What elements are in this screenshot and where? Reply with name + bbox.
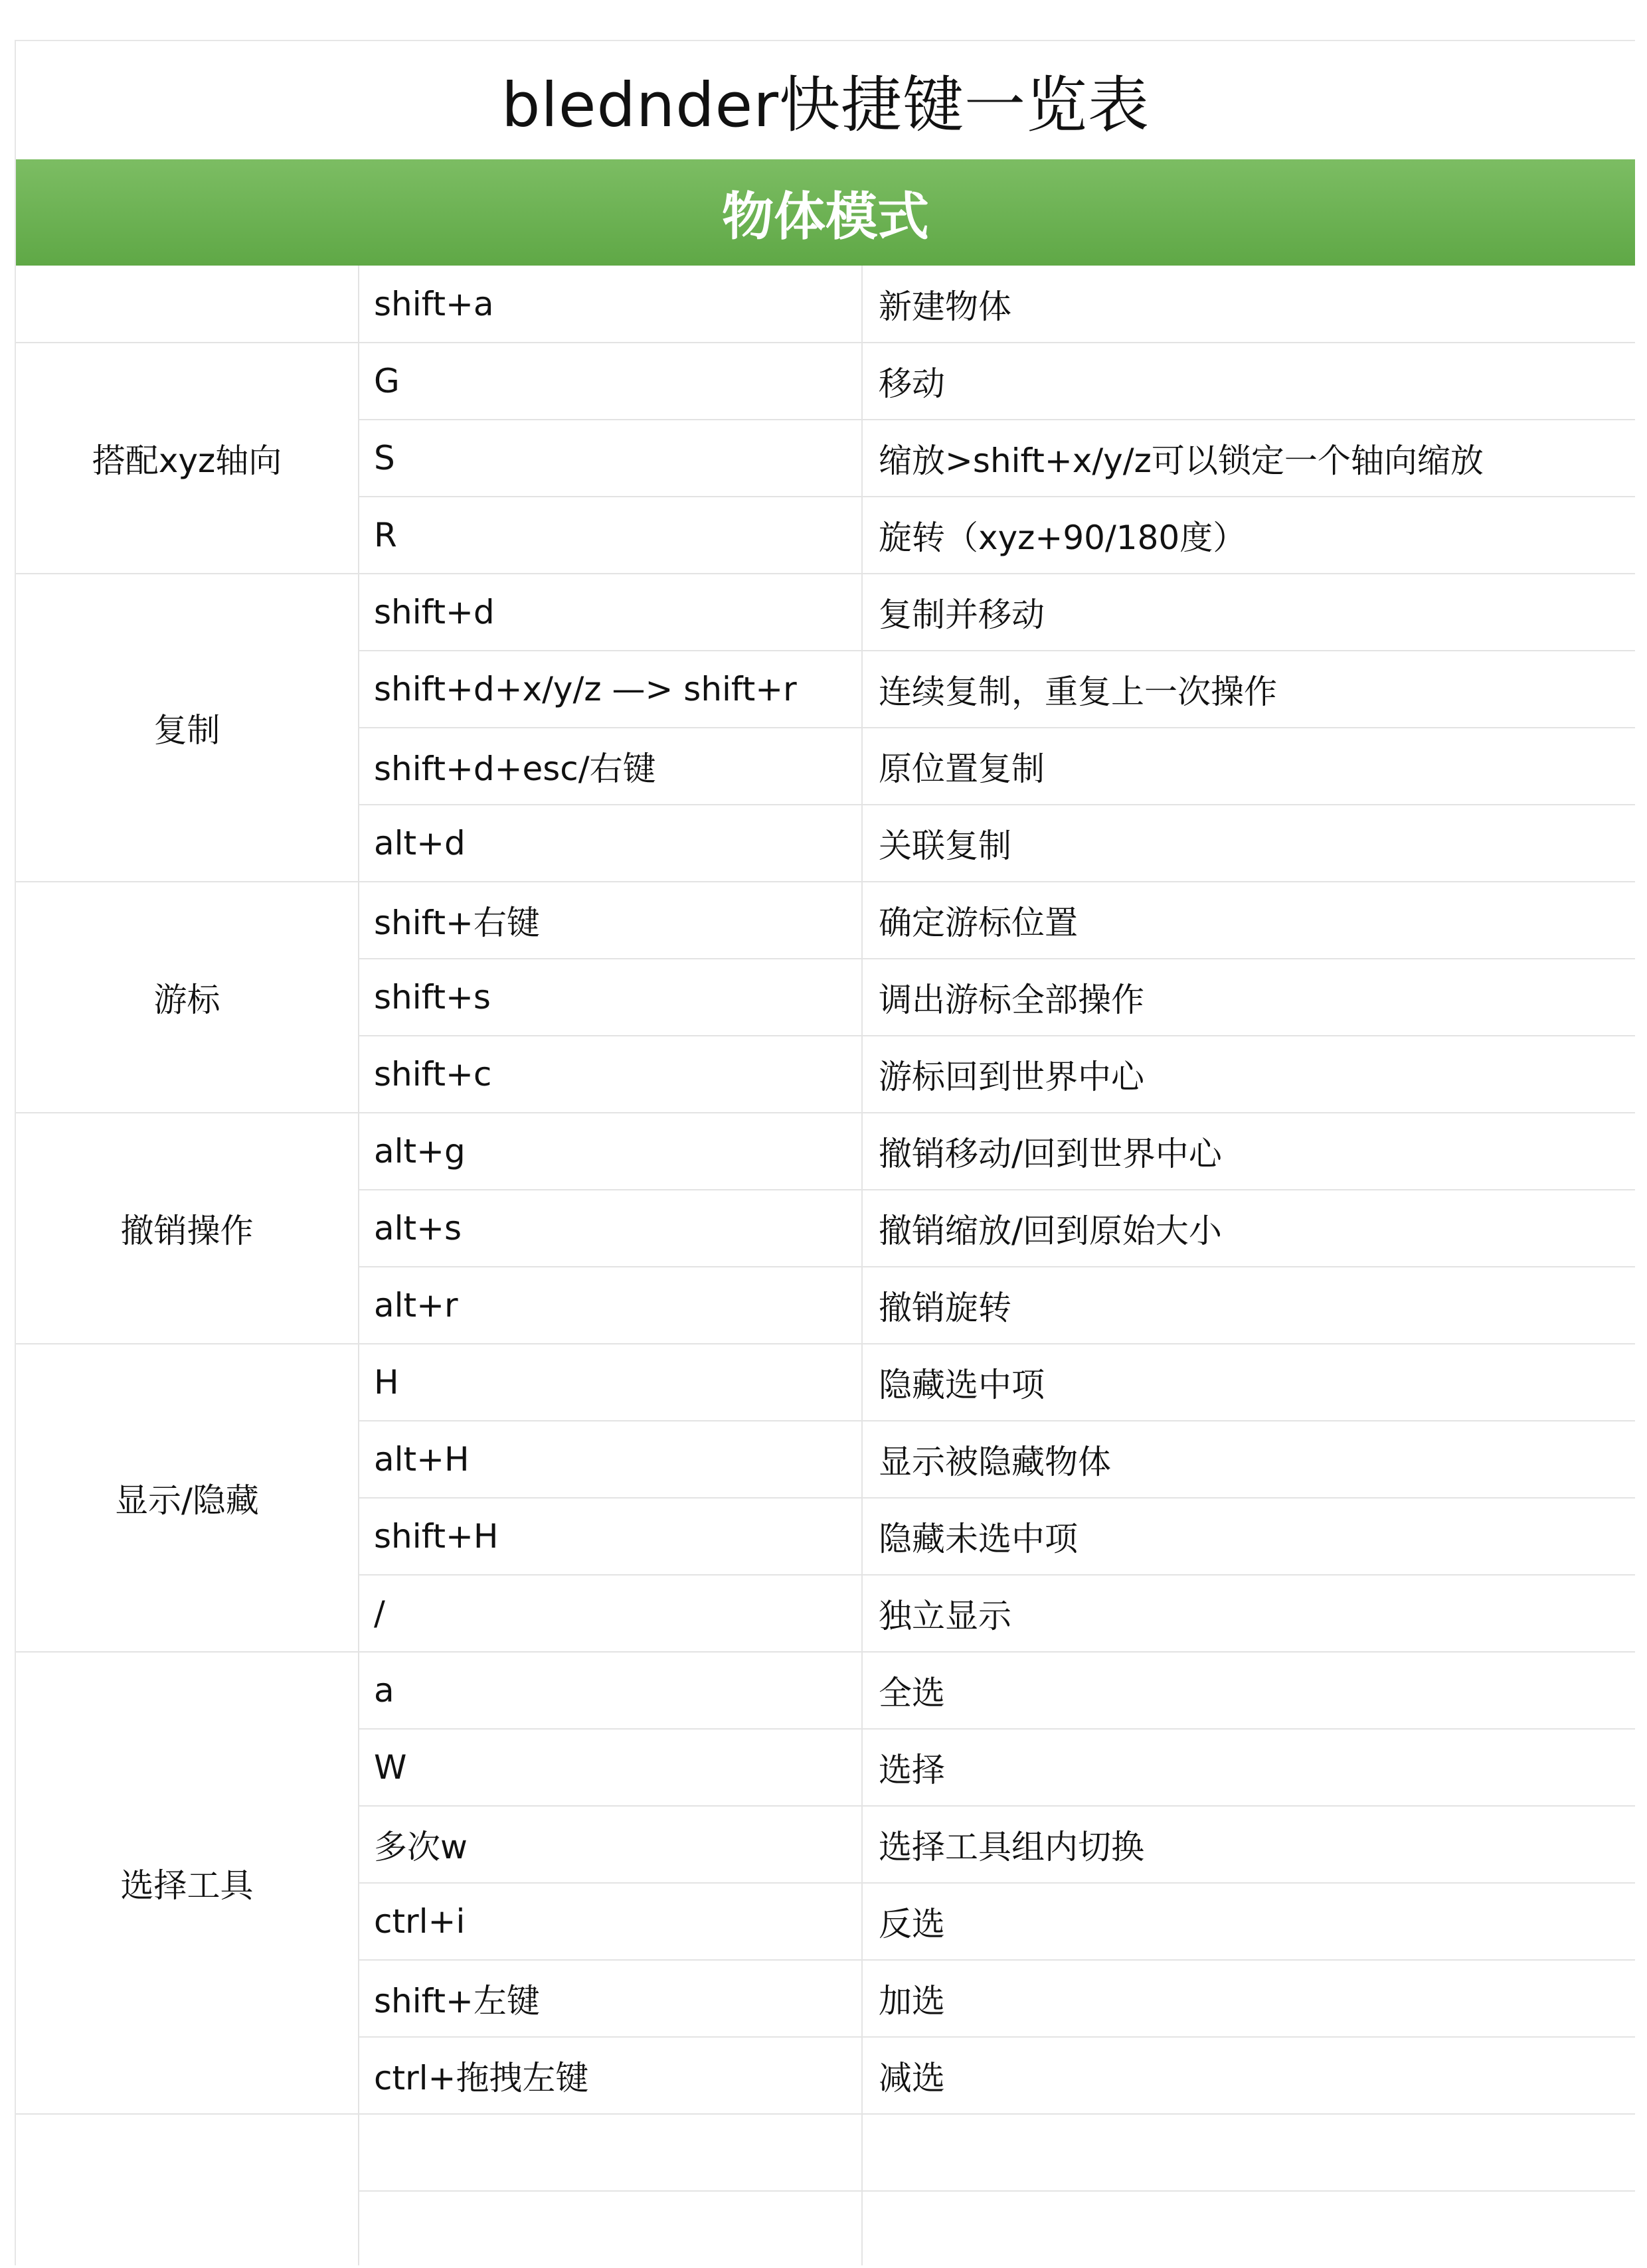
shortcut-key: alt+d [359,805,862,882]
shortcut-key: shift+H [359,1498,862,1575]
shortcut-table [16,266,1635,2265]
table-row [16,1344,1635,1421]
group-label: 搭配xyz轴向 [16,343,359,574]
group-label: 选择工具 [16,1652,359,2114]
table-row [16,574,1635,651]
shortcut-description: 隐藏未选中项 [862,1498,1635,1575]
shortcut-description: 选择 [862,1729,1635,1806]
section-header: 物体模式 [16,159,1635,266]
table-row [16,882,1635,959]
shortcut-key: S [359,420,862,497]
shortcut-key: shift+s [359,959,862,1036]
shortcut-description: 选择工具组内切换 [862,1806,1635,1883]
group-label: 撤销操作 [16,1113,359,1344]
table-row [16,1652,1635,1729]
shortcut-description [862,2191,1635,2265]
shortcut-key: G [359,343,862,420]
shortcut-key: alt+g [359,1113,862,1190]
shortcut-key: alt+H [359,1421,862,1498]
shortcut-key [359,2191,862,2265]
shortcut-description: 原位置复制 [862,728,1635,805]
group-label: 显示/隐藏 [16,1344,359,1652]
shortcut-description: 关联复制 [862,805,1635,882]
shortcut-key: 多次w [359,1806,862,1883]
shortcut-description: 撤销移动/回到世界中心 [862,1113,1635,1190]
shortcut-key: shift+d+x/y/z —> shift+r [359,651,862,728]
group-label: 游标 [16,882,359,1113]
table-row [16,2114,1635,2191]
shortcut-key: alt+s [359,1190,862,1267]
shortcut-description: 调出游标全部操作 [862,959,1635,1036]
shortcut-description: 新建物体 [862,266,1635,343]
shortcut-sheet [15,40,1635,2265]
shortcut-key: ctrl+i [359,1883,862,1960]
shortcut-description [862,2114,1635,2191]
shortcut-key: R [359,497,862,574]
shortcut-key: shift+c [359,1036,862,1113]
shortcut-key: W [359,1729,862,1806]
group-label: 复制 [16,574,359,882]
table-row [16,1113,1635,1190]
shortcut-description: 撤销缩放/回到原始大小 [862,1190,1635,1267]
shortcut-key: alt+r [359,1267,862,1344]
shortcut-description: 减选 [862,2037,1635,2114]
shortcut-description: 游标回到世界中心 [862,1036,1635,1113]
shortcut-description: 全选 [862,1652,1635,1729]
table-row [16,343,1635,420]
shortcut-key: / [359,1575,862,1652]
page-title: blednder快捷键一览表 [501,70,1150,141]
shortcut-key: H [359,1344,862,1421]
shortcut-description: 加选 [862,1960,1635,2037]
shortcut-key: shift+左键 [359,1960,862,2037]
shortcut-key: shift+a [359,266,862,343]
shortcut-key [359,2114,862,2191]
shortcut-key: ctrl+拖拽左键 [359,2037,862,2114]
shortcut-description: 独立显示 [862,1575,1635,1652]
shortcut-description: 隐藏选中项 [862,1344,1635,1421]
shortcut-key: a [359,1652,862,1729]
group-label [16,2114,359,2265]
shortcut-table-body [16,266,1635,2265]
shortcut-description: 复制并移动 [862,574,1635,651]
shortcut-key: shift+d [359,574,862,651]
shortcut-description: 撤销旋转 [862,1267,1635,1344]
shortcut-key: shift+右键 [359,882,862,959]
shortcut-description: 旋转（xyz+90/180度） [862,497,1635,574]
group-label [16,266,359,343]
shortcut-description: 反选 [862,1883,1635,1960]
shortcut-description: 显示被隐藏物体 [862,1421,1635,1498]
shortcut-description: 缩放>shift+x/y/z可以锁定一个轴向缩放 [862,420,1635,497]
shortcut-description: 确定游标位置 [862,882,1635,959]
shortcut-description: 移动 [862,343,1635,420]
table-row [16,266,1635,343]
shortcut-key: shift+d+esc/右键 [359,728,862,805]
shortcut-description: 连续复制，重复上一次操作 [862,651,1635,728]
